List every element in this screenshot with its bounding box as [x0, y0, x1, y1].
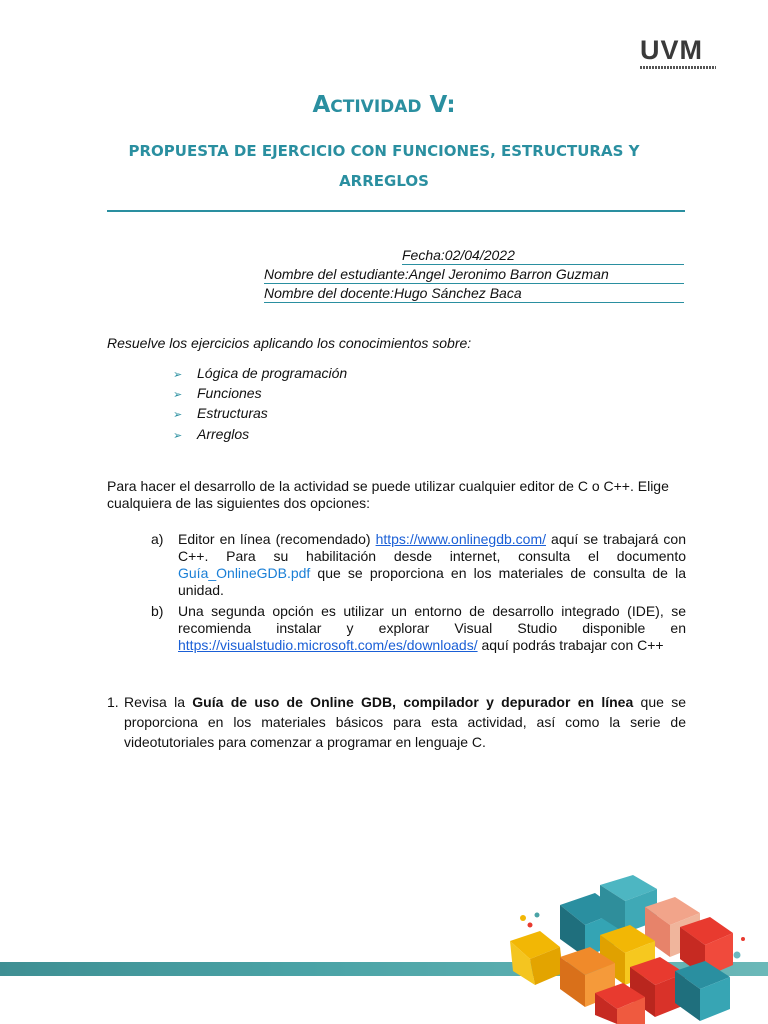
title-divider	[107, 210, 685, 212]
option-a-text-after: que se proporciona en los materiales de consulta de la unidad.	[178, 565, 686, 598]
item-1-text-after: que se proporciona en los materiales básicos para esta actividad, así como la serie de videotutoriales para comenzar a programar en lenguaje C.	[124, 694, 686, 750]
page-subtitle	[120, 136, 648, 196]
option-b-marker: b)	[151, 603, 164, 619]
list-item	[173, 383, 262, 403]
option-a-text	[178, 531, 686, 599]
option-a-text-mid: aquí se trabajará con C++. Para su habilitación desde internet, consulta el documento	[178, 531, 686, 564]
bullet-text: Funciones	[197, 385, 262, 401]
arrow-bullet-icon: ➢	[173, 369, 183, 381]
list-item	[173, 403, 268, 423]
option-b-text-before: Una segunda opción es utilizar un entorno de desarrollo integrado (IDE), se recomienda instalar y explorar Visual Studio disponible en	[178, 603, 686, 636]
student-name-line: Nombre del estudiante:Angel Jeronimo Barron Guzman	[264, 265, 684, 284]
instructions-paragraph: Para hacer el desarrollo de la actividad se puede utilizar cualquier editor de C o C++. Elige cualquiera de las siguientes dos opciones:	[107, 478, 669, 511]
guide-pdf-link[interactable]: Guía_OnlineGDB.pdf	[178, 565, 311, 581]
subtitle-line-1: PROPUESTA DE EJERCICIO CON FUNCIONES, ESTRUCTURAS Y	[128, 142, 640, 160]
subtitle-line-2: ARREGLOS	[339, 172, 429, 190]
onlinegdb-link[interactable]: https://www.onlinegdb.com/	[375, 531, 546, 547]
uvm-logo	[640, 36, 718, 72]
bullet-text: Arreglos	[197, 426, 250, 442]
logo-tagline-graphic	[640, 66, 716, 69]
intro-text: Resuelve los ejercicios aplicando los conocimientos sobre:	[107, 335, 472, 351]
title-initial: A	[312, 92, 331, 118]
option-b-text-after: aquí podrás trabajar con C++	[477, 637, 664, 653]
title-rest: CTIVIDAD	[330, 97, 422, 117]
visualstudio-link[interactable]: https://visualstudio.microsoft.com/es/downloads/	[178, 637, 478, 653]
option-b-text	[178, 603, 686, 654]
title-suffix: V:	[421, 92, 456, 118]
option-a-text-before: Editor en línea (recomendado)	[178, 531, 376, 547]
arrow-bullet-icon: ➢	[173, 430, 183, 442]
arrow-bullet-icon: ➢	[173, 389, 183, 401]
cubes-decoration-graphic	[505, 875, 768, 1024]
page-title	[0, 92, 768, 118]
option-a-marker: a)	[151, 531, 164, 547]
logo-text: UVM	[640, 35, 703, 65]
list-item	[173, 363, 347, 383]
item-1-bold: Guía de uso de Online GDB, compilador y depurador en línea	[192, 694, 634, 710]
list-item	[173, 424, 249, 444]
bullet-text: Estructuras	[197, 405, 268, 421]
date-line: Fecha:02/04/2022	[402, 246, 684, 265]
item-1-text	[124, 692, 686, 752]
teacher-name-line: Nombre del docente:Hugo Sánchez Baca	[264, 284, 684, 303]
bullet-text: Lógica de programación	[197, 365, 348, 381]
item-1-text-before: Revisa la	[124, 694, 193, 710]
arrow-bullet-icon: ➢	[173, 409, 183, 421]
item-1-number: 1.	[107, 694, 119, 710]
